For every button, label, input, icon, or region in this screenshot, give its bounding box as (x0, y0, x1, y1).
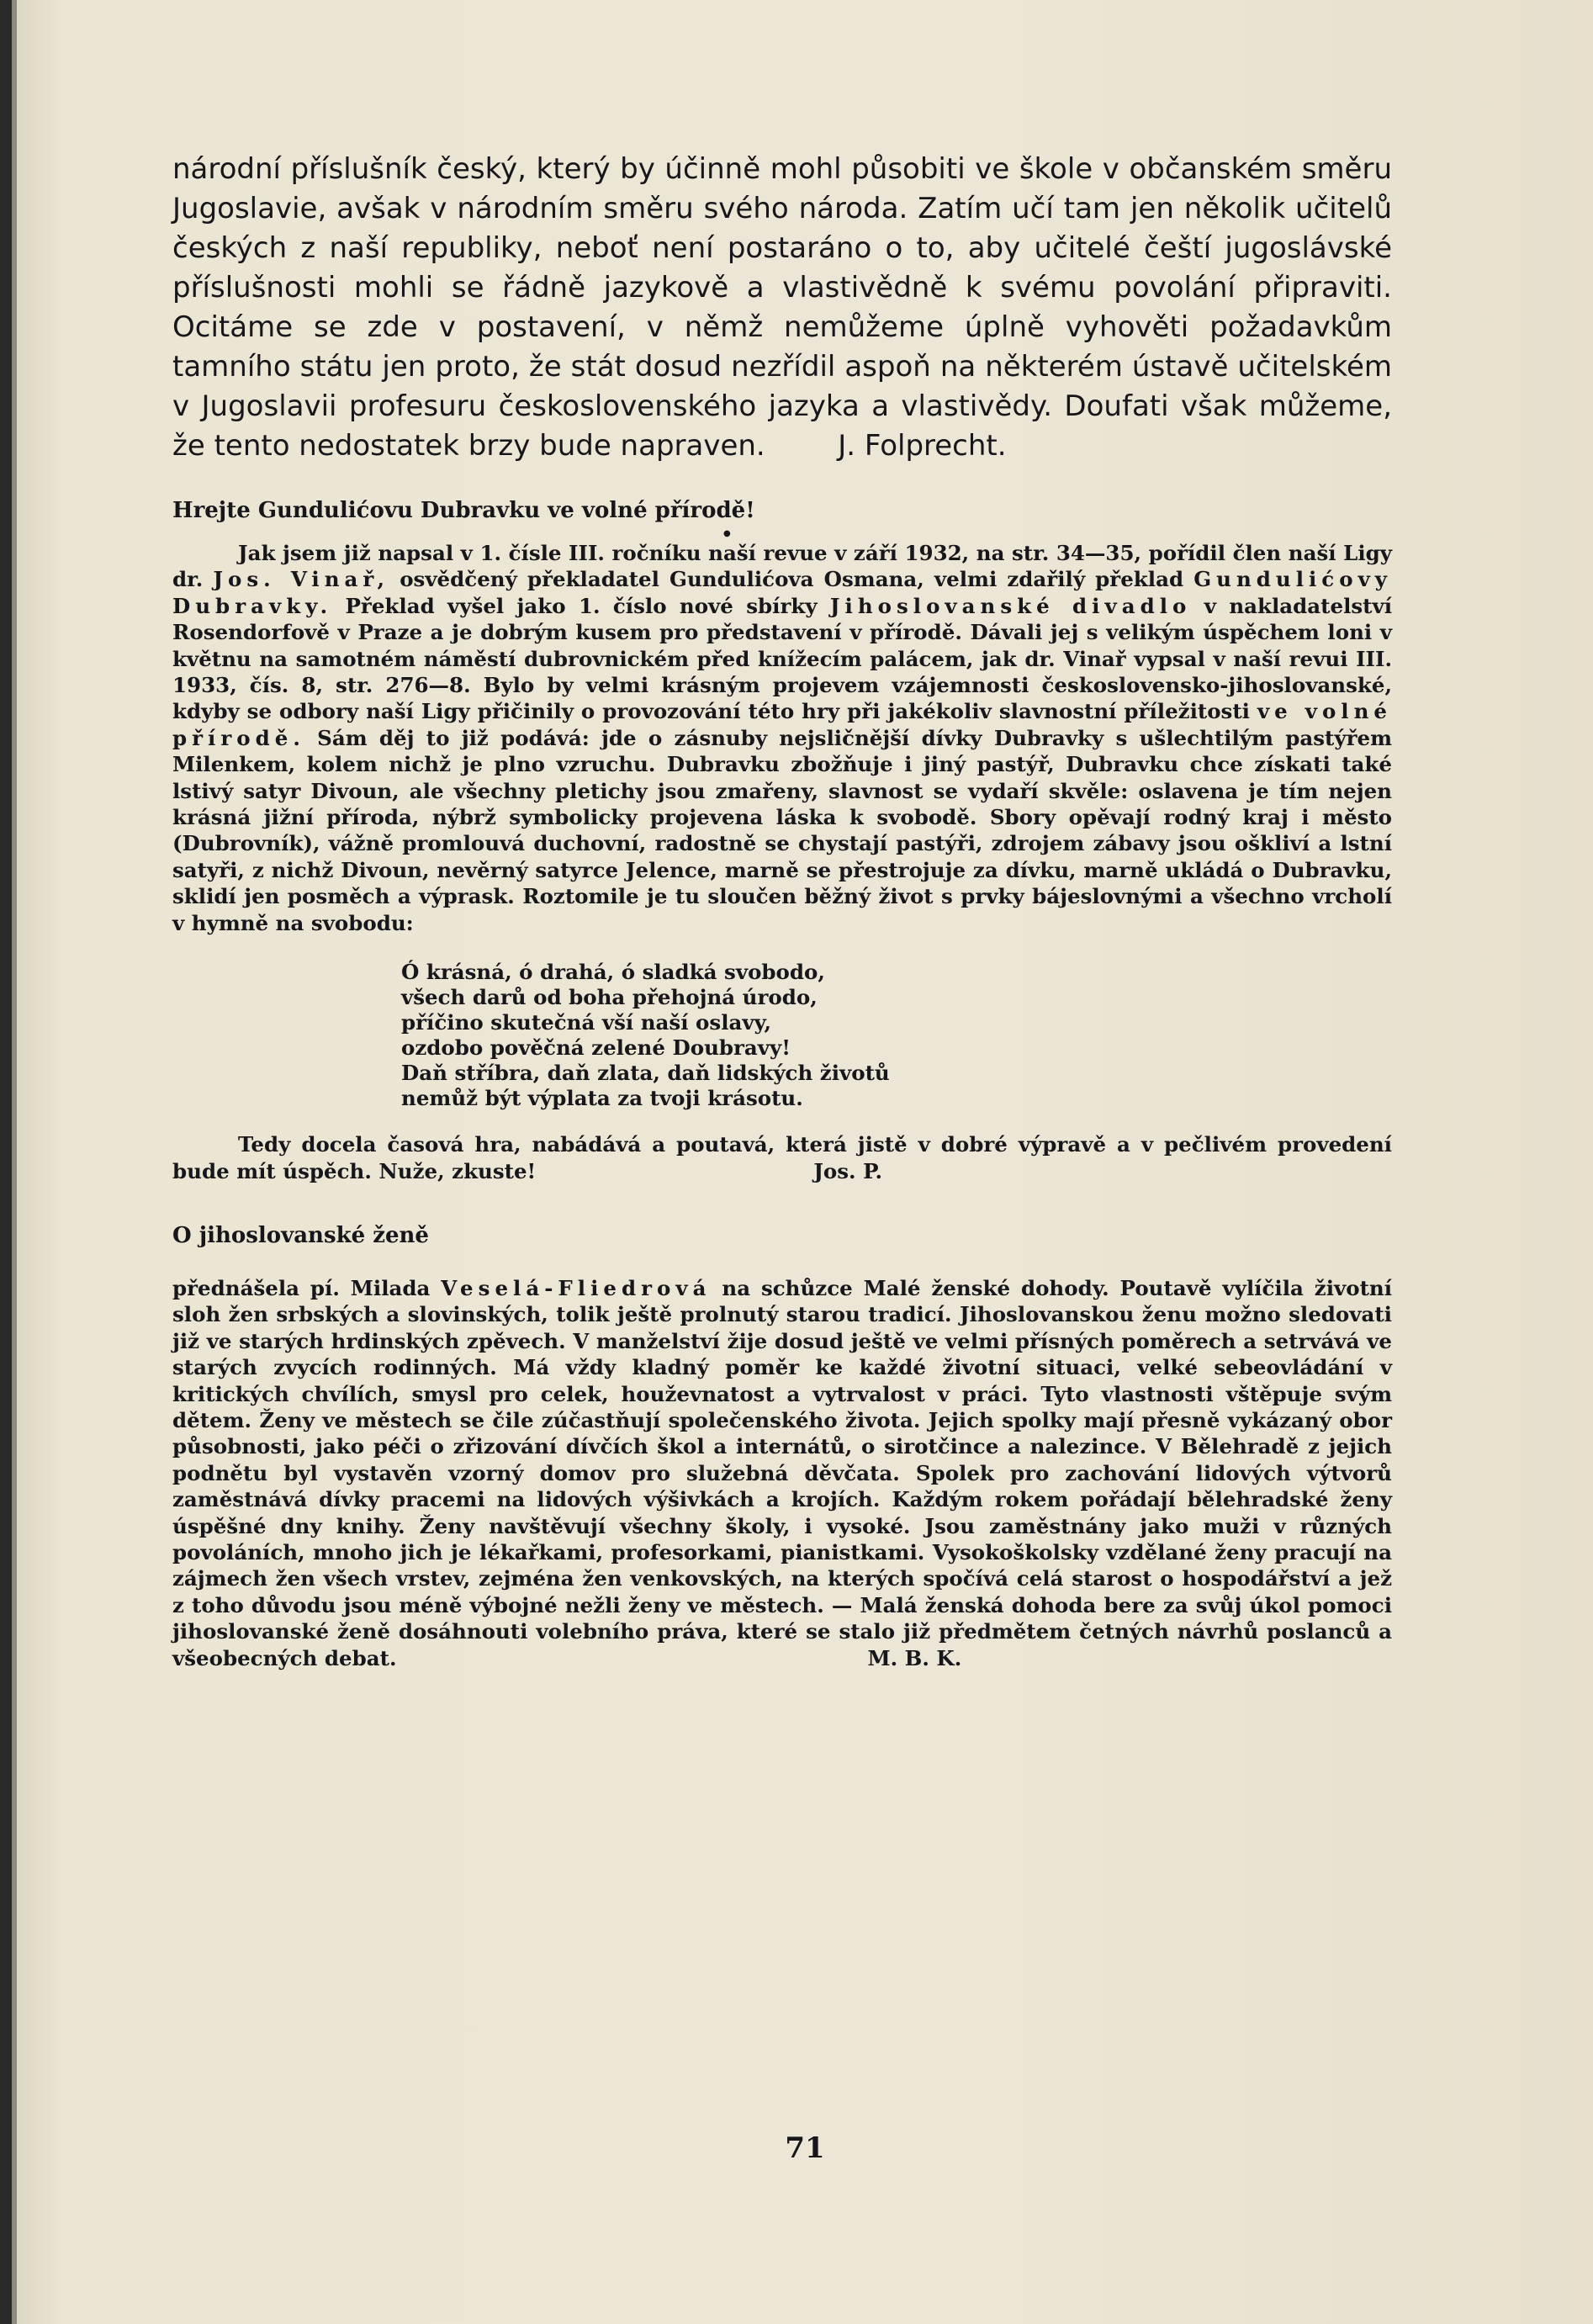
emphasis-open-air: ve volné přírodě. (172, 699, 1393, 750)
article2-heading: O jihoslovanské ženě (172, 1222, 429, 1248)
article1-text-a: Jak jsem již napsal v 1. čísle III. ročníku naší revue v září 1932, na str. 34—35, pořídil člen naší Ligy dr. (172, 541, 1392, 592)
page-content (172, 150, 1392, 1671)
poem-line: Ó krásná, ó drahá, ó sladká svobodo, (401, 960, 825, 985)
book-binding-edge (0, 0, 12, 2324)
poem-line: Daň stříbra, daň zlata, daň lidských životů (401, 1061, 890, 1086)
article1-body (172, 540, 1392, 1184)
article1-text-e: Sám děj to již podává: jde o zásnuby nejsličnější dívky Dubravky s ušlechtilým pastýřem Milenkem, kolem nichž je plno vzruchu. Dubravku zbožňuje i jiný pastýř, Dubravku chce získati také lstivý satyr Divoun, ale všechny pletichy jsou zmařeny, slavnost se vydaří skvěle: oslavena je tím nejen krásná jižní příroda, nýbrž symbolicky projevena láska k svobodě. Sbory opěvají rodný kraj i město (Dubrovník), vážně promlouvá duchovní, radostně se chystají pastýři, zdrojem zábavy jsou oškliví a lstní satyři, z nichž Divoun, nevěrný satyrce Jelence, marně se přestrojuje za dívku, marně ukládá o Dubravku, sklidí jen posměch a výprask. Roztomile je tu sloučen běžný život s prvky bájeslovnými a všechno vrcholí v hymně na svobodu: (172, 725, 1392, 935)
ornament-dot: ● (723, 529, 731, 538)
speaker-name: Veselá-Fliedrová (441, 1275, 712, 1300)
series-title: Jihoslovanské divadlo (829, 593, 1192, 618)
article1-paragraph (172, 540, 1392, 936)
article2-signature: M. B. K. (867, 1645, 962, 1670)
article1-closing-text: Tedy docela časová hra, nabádává a poutavá, která jistě v dobré výpravě a v pečlivém provedení bude mít úspěch. Nuže, zkuste! (172, 1132, 1392, 1183)
article2-lead: přednášela pí. Milada (172, 1275, 431, 1300)
intro-section (172, 150, 1392, 466)
article1-text-d: v nakladatelství Rosendorfově v Praze a je dobrým kusem pro představení v přírodě. Dávali jej s velikým úspěchem loni v květnu na samotném náměstí dubrovnickém před knížecím palácem, jak dr. Vinař vypsal v naší revui III. 1933, čís. 8, str. 276—8. Bylo by velmi krásným projevem vzájemnosti československo-jihoslovanské, kdyby se odbory naší Ligy přičinily o provozování této hry při jakékoliv slavnostní příležitosti (172, 593, 1393, 724)
article1-heading: Hrejte Gundulićovu Dubravku ve volné přírodě! (172, 498, 755, 523)
poem-line: všech darů od boha přehojná úrodo, (401, 985, 818, 1010)
article1-closing (172, 1131, 1392, 1184)
translator-name: Jos. Vinař, (213, 567, 390, 592)
article1-text-b: osvědčený překladatel Gundulićova Osmana, velmi zdařilý překlad (400, 567, 1184, 592)
poem-line: nemůž být výplata za tvoji krásotu. (401, 1086, 803, 1111)
article2-paragraph (172, 1275, 1392, 1671)
intro-text: národní příslušník český, který by účinně mohl působiti ve škole v občanském směru Jugoslavie, avšak v národním směru svého národa. Zatím učí tam jen několik učitelů českých z naší republiky, neboť není postaráno o to, aby učitelé čeští jugoslávské příslušnosti mohli se řádně jazykově a vlastivědně k svému povolání připraviti. Ocitáme se zde v postavení, v němž nemůžeme úplně vyhověti požadavkům tamního státu jen proto, že stát dosud nezřídil aspoň na některém ústavě učitelském v Jugoslavii profesuru československého jazyka a vlastivědy. Doufati však můžeme, že tento nedostatek brzy bude napraven. (172, 152, 1392, 463)
article1-signature: Jos. P. (813, 1158, 882, 1183)
book-page (17, 0, 1593, 2324)
article1-text-c: Překlad vyšel jako 1. číslo nové sbírky (345, 593, 818, 618)
intro-paragraph (172, 150, 1392, 466)
intro-signature: J. Folprecht. (838, 429, 1007, 463)
poem-line: příčino skutečná vší naší oslavy, (401, 1010, 772, 1035)
article2-text: na schůzce Malé ženské dohody. Poutavě vylíčila životní sloh žen srbských a slovinských, tolik ještě prolnutý starou tradicí. Jihoslovanskou ženu možno sledovati již ve starých hrdinských zpěvech. V manželství žije dosud ještě ve velmi přísných poměrech a setrvává ve starých zvycích rodinných. Má vždy kladný poměr ke každé životní situaci, velké sebeovládání v kritických chvílích, smysl pro celek, houževnatost a vytrvalost v práci. Tyto vlastnosti vštěpuje svým dětem. Ženy ve městech se čile zúčastňují společenského života. Jejich spolky mají přesně vykázaný obor působnosti, jako péči o zřizování dívčích škol a internátů, o sirotčince a nalezince. V Bělehradě z jejich podnětu byl vystavěn vzorný domov pro služebná děvčata. Spolek pro zachování lidových výtvorů zaměstnává dívky pracemi na lidových výšivkách a krojích. Každým rokem pořádají bělehradské ženy úspěšné dny knihy. Ženy navštěvují všechny školy, i vysoké. Jsou zaměstnány jako muži v různých povoláních, mnoho jich je lékařkami, profesorkami, pianistkami. Vysokoškolsky vzdělané ženy pracují na zájmech žen všech vrstev, zejména žen venkovských, na kterých spočívá celá starost o hospodářství a jež z toho důvodu jsou méně výbojné nežli ženy ve městech. — Malá ženská dohoda bere za svůj úkol pomoci jihoslovanské ženě dosáhnouti volebního práva, které se stalo již předmětem četných návrhů poslanců a všeobecných debat. (172, 1275, 1393, 1670)
work-title: Gundulićovy Dubravky. (172, 567, 1393, 618)
poem-block (401, 960, 1392, 1111)
page-number: 71 (785, 2131, 825, 2165)
article2-body (172, 1275, 1392, 1671)
poem-line: ozdobo pověčná zelené Doubravy! (401, 1035, 791, 1061)
